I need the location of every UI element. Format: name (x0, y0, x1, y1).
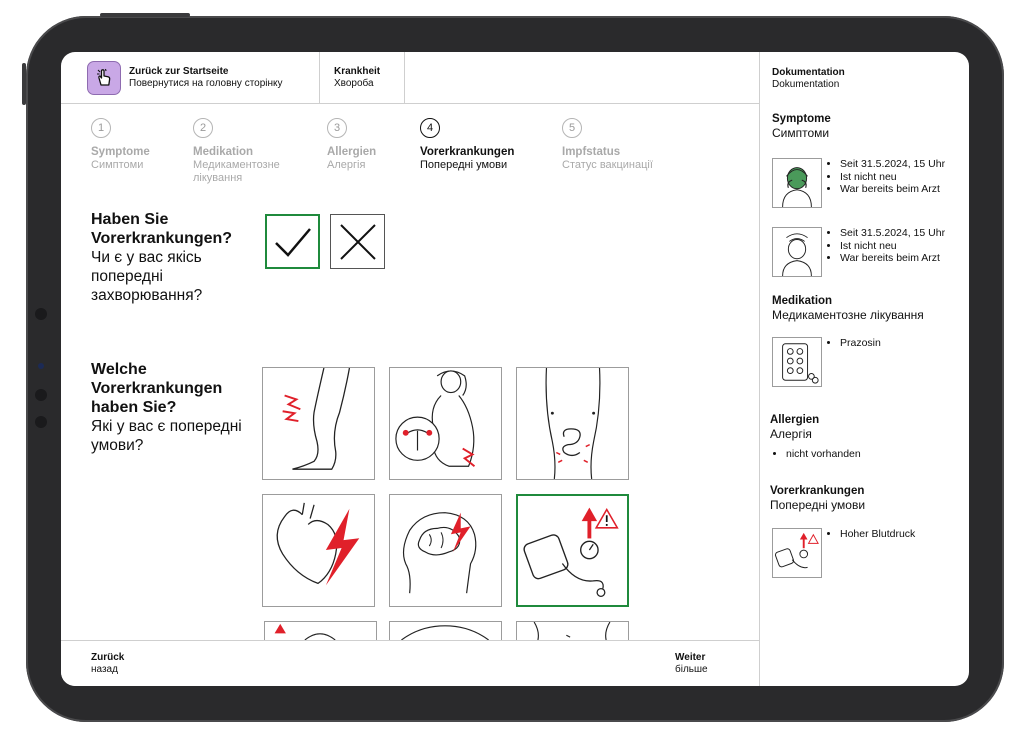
divider (404, 52, 405, 103)
camera-lens (38, 363, 44, 369)
sensor-dot (35, 389, 47, 401)
question-subtitle: Чи є у вас якісь попередні захворювання? (91, 249, 203, 304)
option-bowel[interactable] (516, 367, 629, 480)
option-partial[interactable] (264, 621, 377, 640)
app-screen (61, 52, 969, 686)
symptom-detail: • Seit 31.5.2024, 15 Uhr (840, 227, 945, 240)
step-label: Allergien (327, 146, 377, 158)
symptom-detail: • War bereits beim Arzt (840, 252, 945, 265)
step-sublabel: Статус вакцинації (562, 159, 653, 171)
symptom-detail: • Seit 31.5.2024, 15 Uhr (840, 158, 945, 171)
high-blood-pressure-icon (518, 496, 627, 605)
option-high-blood-pressure[interactable] (516, 494, 629, 607)
section-title: Symptome (772, 113, 831, 125)
high-blood-pressure-icon (772, 528, 822, 578)
check-icon (272, 221, 314, 263)
blood-drop-icon (265, 622, 376, 640)
condition-detail: • Hoher Blutdruck (840, 528, 915, 541)
home-title: Zurück zur Startseite (129, 66, 229, 77)
back-label: Zurück (91, 652, 125, 663)
section-title: Vorerkrankungen (770, 485, 865, 497)
sidebar-subtitle: Dokumentation (772, 79, 840, 90)
step-number: 4 (420, 118, 440, 138)
allergy-detail: • nicht vorhanden (786, 448, 861, 461)
brain-icon (390, 495, 501, 606)
option-abdominal-pain[interactable] (389, 367, 502, 480)
allergy-list (760, 448, 861, 461)
step-number: 2 (193, 118, 213, 138)
section-medication (772, 294, 924, 322)
step-sublabel: Алергія (327, 159, 366, 171)
sidebar-title: Dokumentation (772, 67, 845, 78)
top-bar (61, 52, 759, 104)
section-subtitle: Медикаментозне лікування (772, 308, 924, 322)
section-conditions (770, 484, 865, 512)
section-allergies (770, 413, 819, 441)
step-sublabel: Попередні умови (420, 159, 508, 171)
question-title: Welche Vorerkrankungen haben Sie? (91, 361, 223, 416)
pill-blister-icon (772, 337, 822, 387)
home-subtitle: Повернутися на головну сторінку (129, 78, 283, 89)
top-button (100, 13, 190, 17)
abdominal-pain-woman-icon (390, 368, 501, 479)
medication-detail: • Prazosin (840, 337, 881, 350)
dizziness-icon (772, 227, 822, 277)
torso-icon (517, 622, 628, 640)
section-symptoms (772, 112, 831, 140)
question-subtitle: Які у вас є попередні умови? (91, 418, 242, 454)
step-number: 3 (327, 118, 347, 138)
sensor-dot (35, 416, 47, 428)
condition-entry[interactable] (772, 528, 915, 578)
symptom-entry[interactable] (772, 227, 945, 277)
sidebar-header (772, 67, 845, 91)
footer-bar (61, 640, 759, 686)
body-icon (390, 622, 501, 640)
no-button[interactable] (330, 214, 385, 269)
bowel-icon (517, 368, 628, 479)
next-button[interactable] (675, 652, 708, 676)
step-number: 5 (562, 118, 582, 138)
medication-entry[interactable] (772, 337, 881, 387)
step-number: 1 (91, 118, 111, 138)
breadcrumb[interactable] (334, 66, 380, 90)
back-button[interactable] (91, 652, 124, 676)
option-partial[interactable] (389, 621, 502, 640)
symptom-detail: • Ist nicht neu (840, 171, 945, 184)
camera-dot (35, 308, 47, 320)
step-medikation[interactable] (193, 118, 313, 185)
section-subtitle: Алергія (770, 427, 812, 441)
step-label: Impfstatus (562, 146, 621, 158)
symptom-detail: • Ist nicht neu (840, 240, 945, 253)
breadcrumb-title: Krankheit (334, 66, 381, 77)
option-brain[interactable] (389, 494, 502, 607)
step-label: Symptome (91, 146, 150, 158)
divider (319, 52, 320, 103)
volume-button (22, 63, 26, 105)
option-partial[interactable] (516, 621, 629, 640)
next-label: Weiter (675, 652, 706, 663)
step-label: Vorerkrankungen (420, 146, 515, 158)
next-sublabel: більше (675, 664, 708, 675)
step-sublabel: Симптоми (91, 159, 144, 171)
nausea-icon (772, 158, 822, 208)
step-impfstatus[interactable] (562, 118, 692, 172)
cross-icon (337, 221, 379, 263)
breadcrumb-subtitle: Хвороба (334, 78, 374, 89)
section-title: Medikation (772, 295, 833, 307)
option-leg-pain[interactable] (262, 367, 375, 480)
step-label: Medikation (193, 146, 254, 158)
leg-pain-icon (263, 368, 374, 479)
option-heart[interactable] (262, 494, 375, 607)
home-button[interactable] (87, 61, 283, 95)
documentation-sidebar (759, 52, 969, 686)
symptom-entry[interactable] (772, 158, 945, 208)
hand-pointer-icon (87, 61, 121, 95)
question-which (91, 360, 261, 455)
yes-button[interactable] (265, 214, 320, 269)
question-preexisting (91, 210, 261, 305)
section-subtitle: Симптоми (772, 126, 830, 140)
step-sublabel: Медикаментозне лікування (193, 159, 280, 184)
step-vorerkrankungen[interactable] (420, 118, 540, 172)
section-subtitle: Попередні умови (770, 498, 866, 512)
heart-icon (263, 495, 374, 606)
section-title: Allergien (770, 414, 820, 426)
symptom-detail: • War bereits beim Arzt (840, 183, 945, 196)
back-sublabel: назад (91, 664, 118, 675)
question-title: Haben Sie Vorerkrankungen? (91, 211, 233, 247)
